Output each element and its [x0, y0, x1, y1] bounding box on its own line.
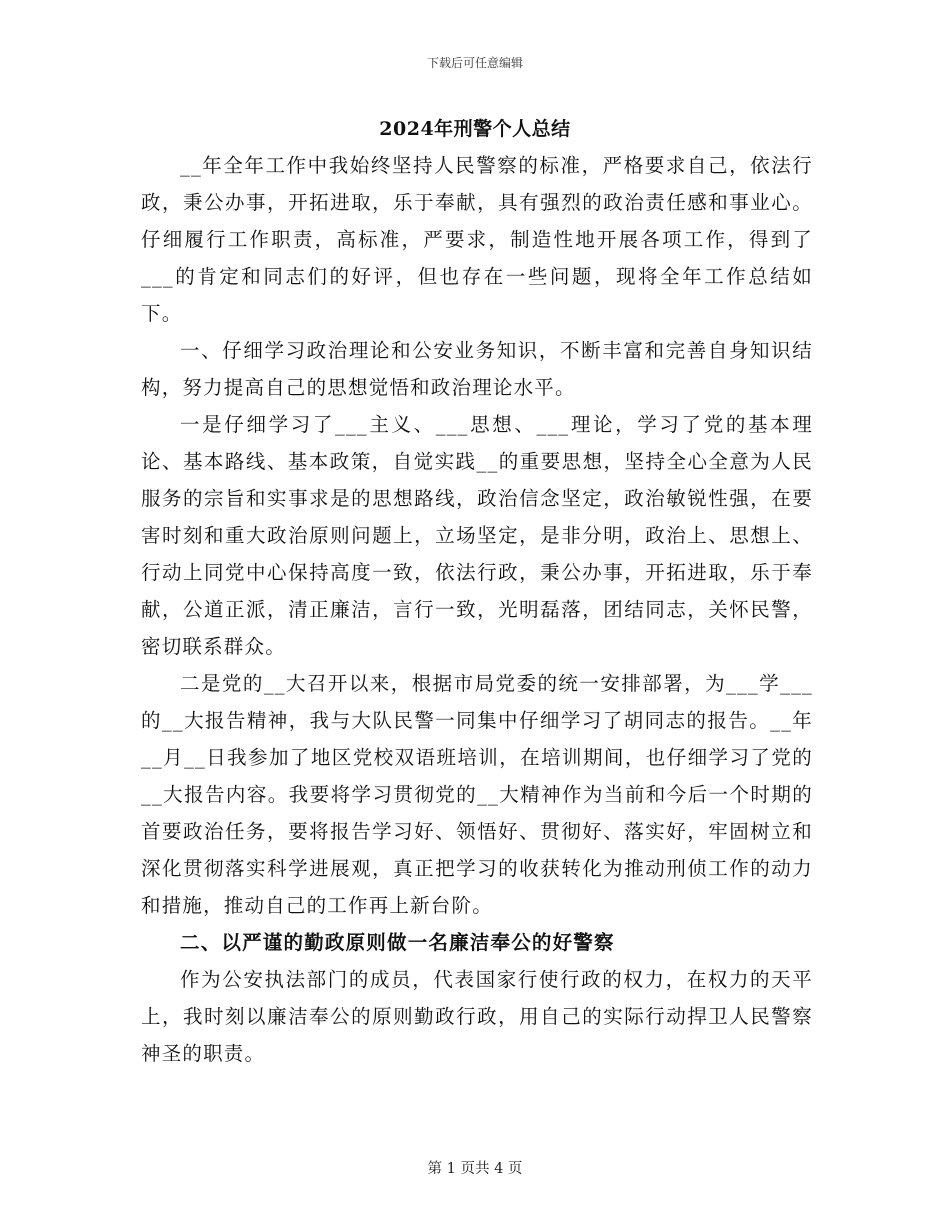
- section-two-paragraph: 作为公安执法部门的成员，代表国家行使行政的权力，在权力的天平上，我时刻以廉洁奉公的原则勤政行政，用自己的实际行动捍卫人民警察神圣的职责。: [141, 968, 813, 1065]
- intro-paragraph: __年全年工作中我始终坚持人民警察的标准，严格要求自己，依法行政，秉公办事，开拓进取，乐于奉献，具有强烈的政治责任感和事业心。仔细履行工作职责，高标准，严要求，制造性地开展各项工作，得到了___的肯定和同志们的好评，但也存在一些问题，现将全年工作总结如下。: [141, 154, 813, 325]
- header-note: 下载后可任意编辑: [426, 56, 523, 70]
- page-footer: 第 1 页共 4 页: [427, 1161, 523, 1177]
- section-two-heading: 二、以严谨的勤政原则做一名廉洁奉公的好警察: [180, 931, 615, 954]
- document-body: [141, 147, 813, 1072]
- document-title: 2024年刑警个人总结: [379, 118, 571, 140]
- section-one-heading: 一、仔细学习政治理论和公安业务知识，不断丰富和完善自身知识结构，努力提高自己的思想觉悟和政治理论水平。: [141, 339, 813, 399]
- point-two-paragraph: 二是党的__大召开以来，根据市局党委的统一安排部署，为___学___的__大报告精神，我与大队民警一同集中仔细学习了胡同志的报告。__年__月__日我参加了地区党校双语班培训，在培训期间，也仔细学习了党的__大报告内容。我要将学习贯彻党的__大精神作为当前和今后一个时期的首要政治任务，要将报告学习好、领悟好、贯彻好、落实好，牢固树立和深化贯彻落实科学进展观，真正把学习的收获转化为推动刑侦工作的动力和措施，推动自己的工作再上新台阶。: [141, 672, 813, 917]
- point-one-paragraph: 一是仔细学习了___主义、___思想、___理论，学习了党的基本理论、基本路线、基本政策，自觉实践__的重要思想，坚持全心全意为人民服务的宗旨和实事求是的思想路线，政治信念坚定，政治敏锐性强，在要害时刻和重大政治原则问题上，立场坚定，是非分明，政治上、思想上、行动上同党中心保持高度一致，依法行政，秉公办事，开拓进取，乐于奉献，公道正派，清正廉洁，言行一致，光明磊落，团结同志，关怀民警，密切联系群众。: [141, 413, 813, 658]
